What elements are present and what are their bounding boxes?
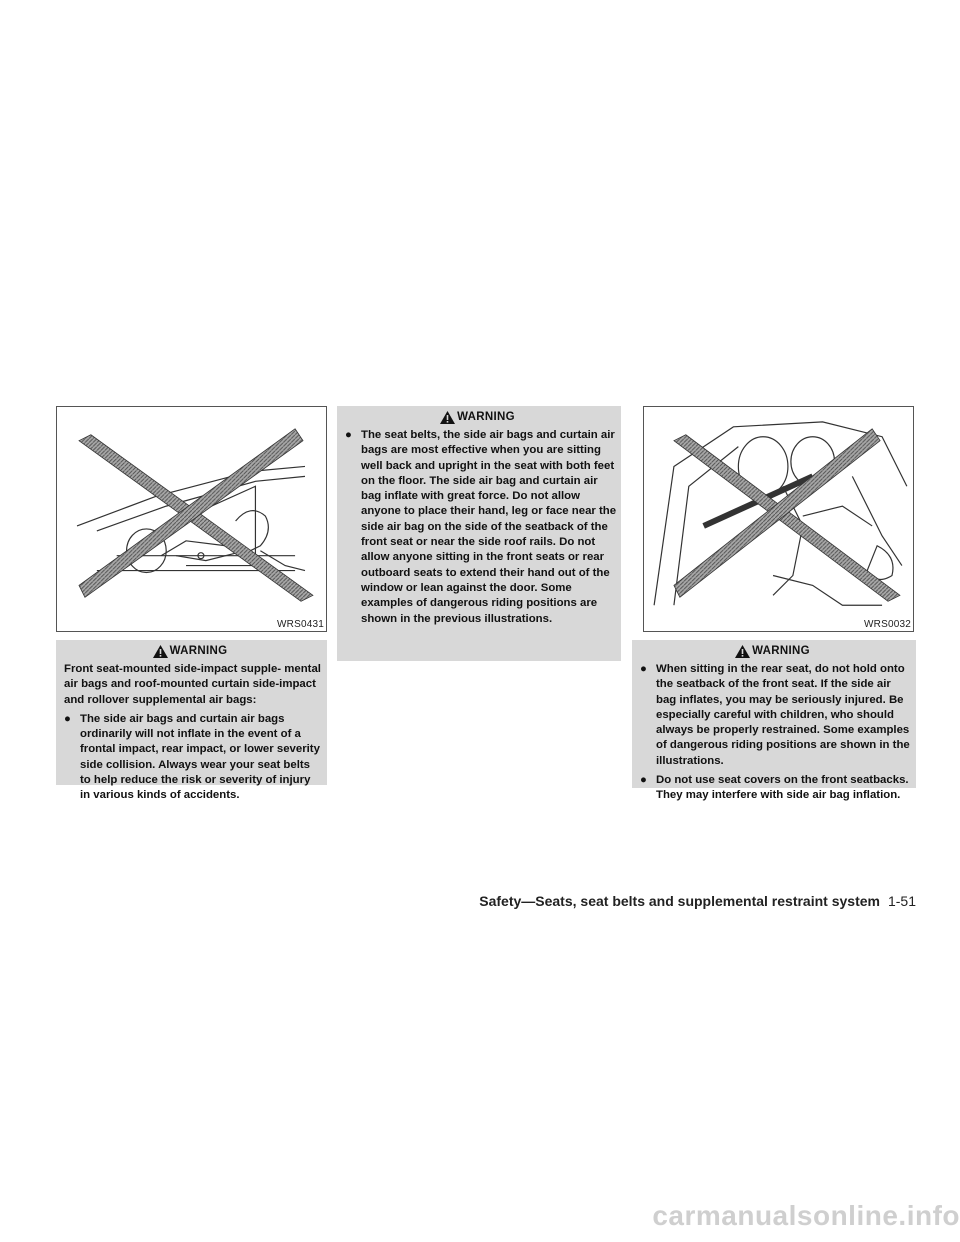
bullet-icon: ● xyxy=(640,774,647,787)
driver-leaning-illustration xyxy=(57,407,326,631)
page-number: 1-51 xyxy=(887,893,916,909)
warning-triangle-icon xyxy=(439,410,456,425)
rear-passenger-illustration xyxy=(644,407,913,631)
warning-triangle-icon xyxy=(734,644,751,659)
warning-bullet xyxy=(64,712,323,804)
bullet-icon: ● xyxy=(64,712,71,725)
warning-box-rear-seat xyxy=(632,640,916,802)
warning-bullet-text: Do not use seat covers on the front seatbacks. They may interfere with side air bag inflation. xyxy=(656,774,909,802)
bullet-icon: ● xyxy=(640,663,647,675)
figure-code: WRS0431 xyxy=(277,619,324,630)
warning-heading: WARNING xyxy=(337,406,617,428)
warning-bullet xyxy=(345,428,617,627)
warning-intro-text: Front seat-mounted side-impact supple- mental air bags and roof-mounted curtain side-impact and rollover supplemental air bags: xyxy=(64,663,321,706)
warning-triangle-icon xyxy=(152,644,169,659)
illustration-side-airbag-driver xyxy=(56,406,327,632)
page-footer xyxy=(0,893,916,909)
warning-heading: WARNING xyxy=(632,640,912,662)
warning-bullet xyxy=(640,662,912,769)
figure-code: WRS0032 xyxy=(864,619,911,630)
watermark: carmanualsonline.info xyxy=(652,1200,960,1231)
illustration-rear-seat-passenger xyxy=(643,406,914,632)
warning-box-front-seat-airbags xyxy=(56,640,327,802)
warning-bullet-text: The seat belts, the side air bags and curtain air bags are most effective when you are sitting well back and upright in the seat with both feet on the floor. The side air bag and curtain air bag inflate with great force. Do not allow anyone to place their hand, leg or face near the side air bag on the side of the seatback of the front seat or near the side roof rails. Do not allow anyone sitting in the front seats or rear outboard seats to extend their hand out of the window or lean against the door. Some examples of dangerous riding positions are shown in the previous illustrations. xyxy=(361,429,617,625)
warning-bullet-text: When sitting in the rear seat, do not hold onto the seatback of the front seat. If the side air bag inflates, you may be seriously injured. Be especially careful with children, who should always be properly restrained. Some examples of dangerous riding positions are shown in the illustrations. xyxy=(656,663,910,767)
warning-heading: WARNING xyxy=(56,640,323,662)
section-title: Safety—Seats, seat belts and supplemental restraint system xyxy=(479,893,880,909)
warning-bullet-text: The side air bags and curtain air bags ordinarily will not inflate in the event of a frontal impact, rear impact, or lower severity side collision. Always wear your seat belts to help reduce the risk or severity of injury in various kinds of accidents. xyxy=(80,712,320,802)
warning-bullet xyxy=(640,773,912,804)
bullet-icon: ● xyxy=(345,429,352,441)
warning-box-seating-position xyxy=(337,406,621,661)
